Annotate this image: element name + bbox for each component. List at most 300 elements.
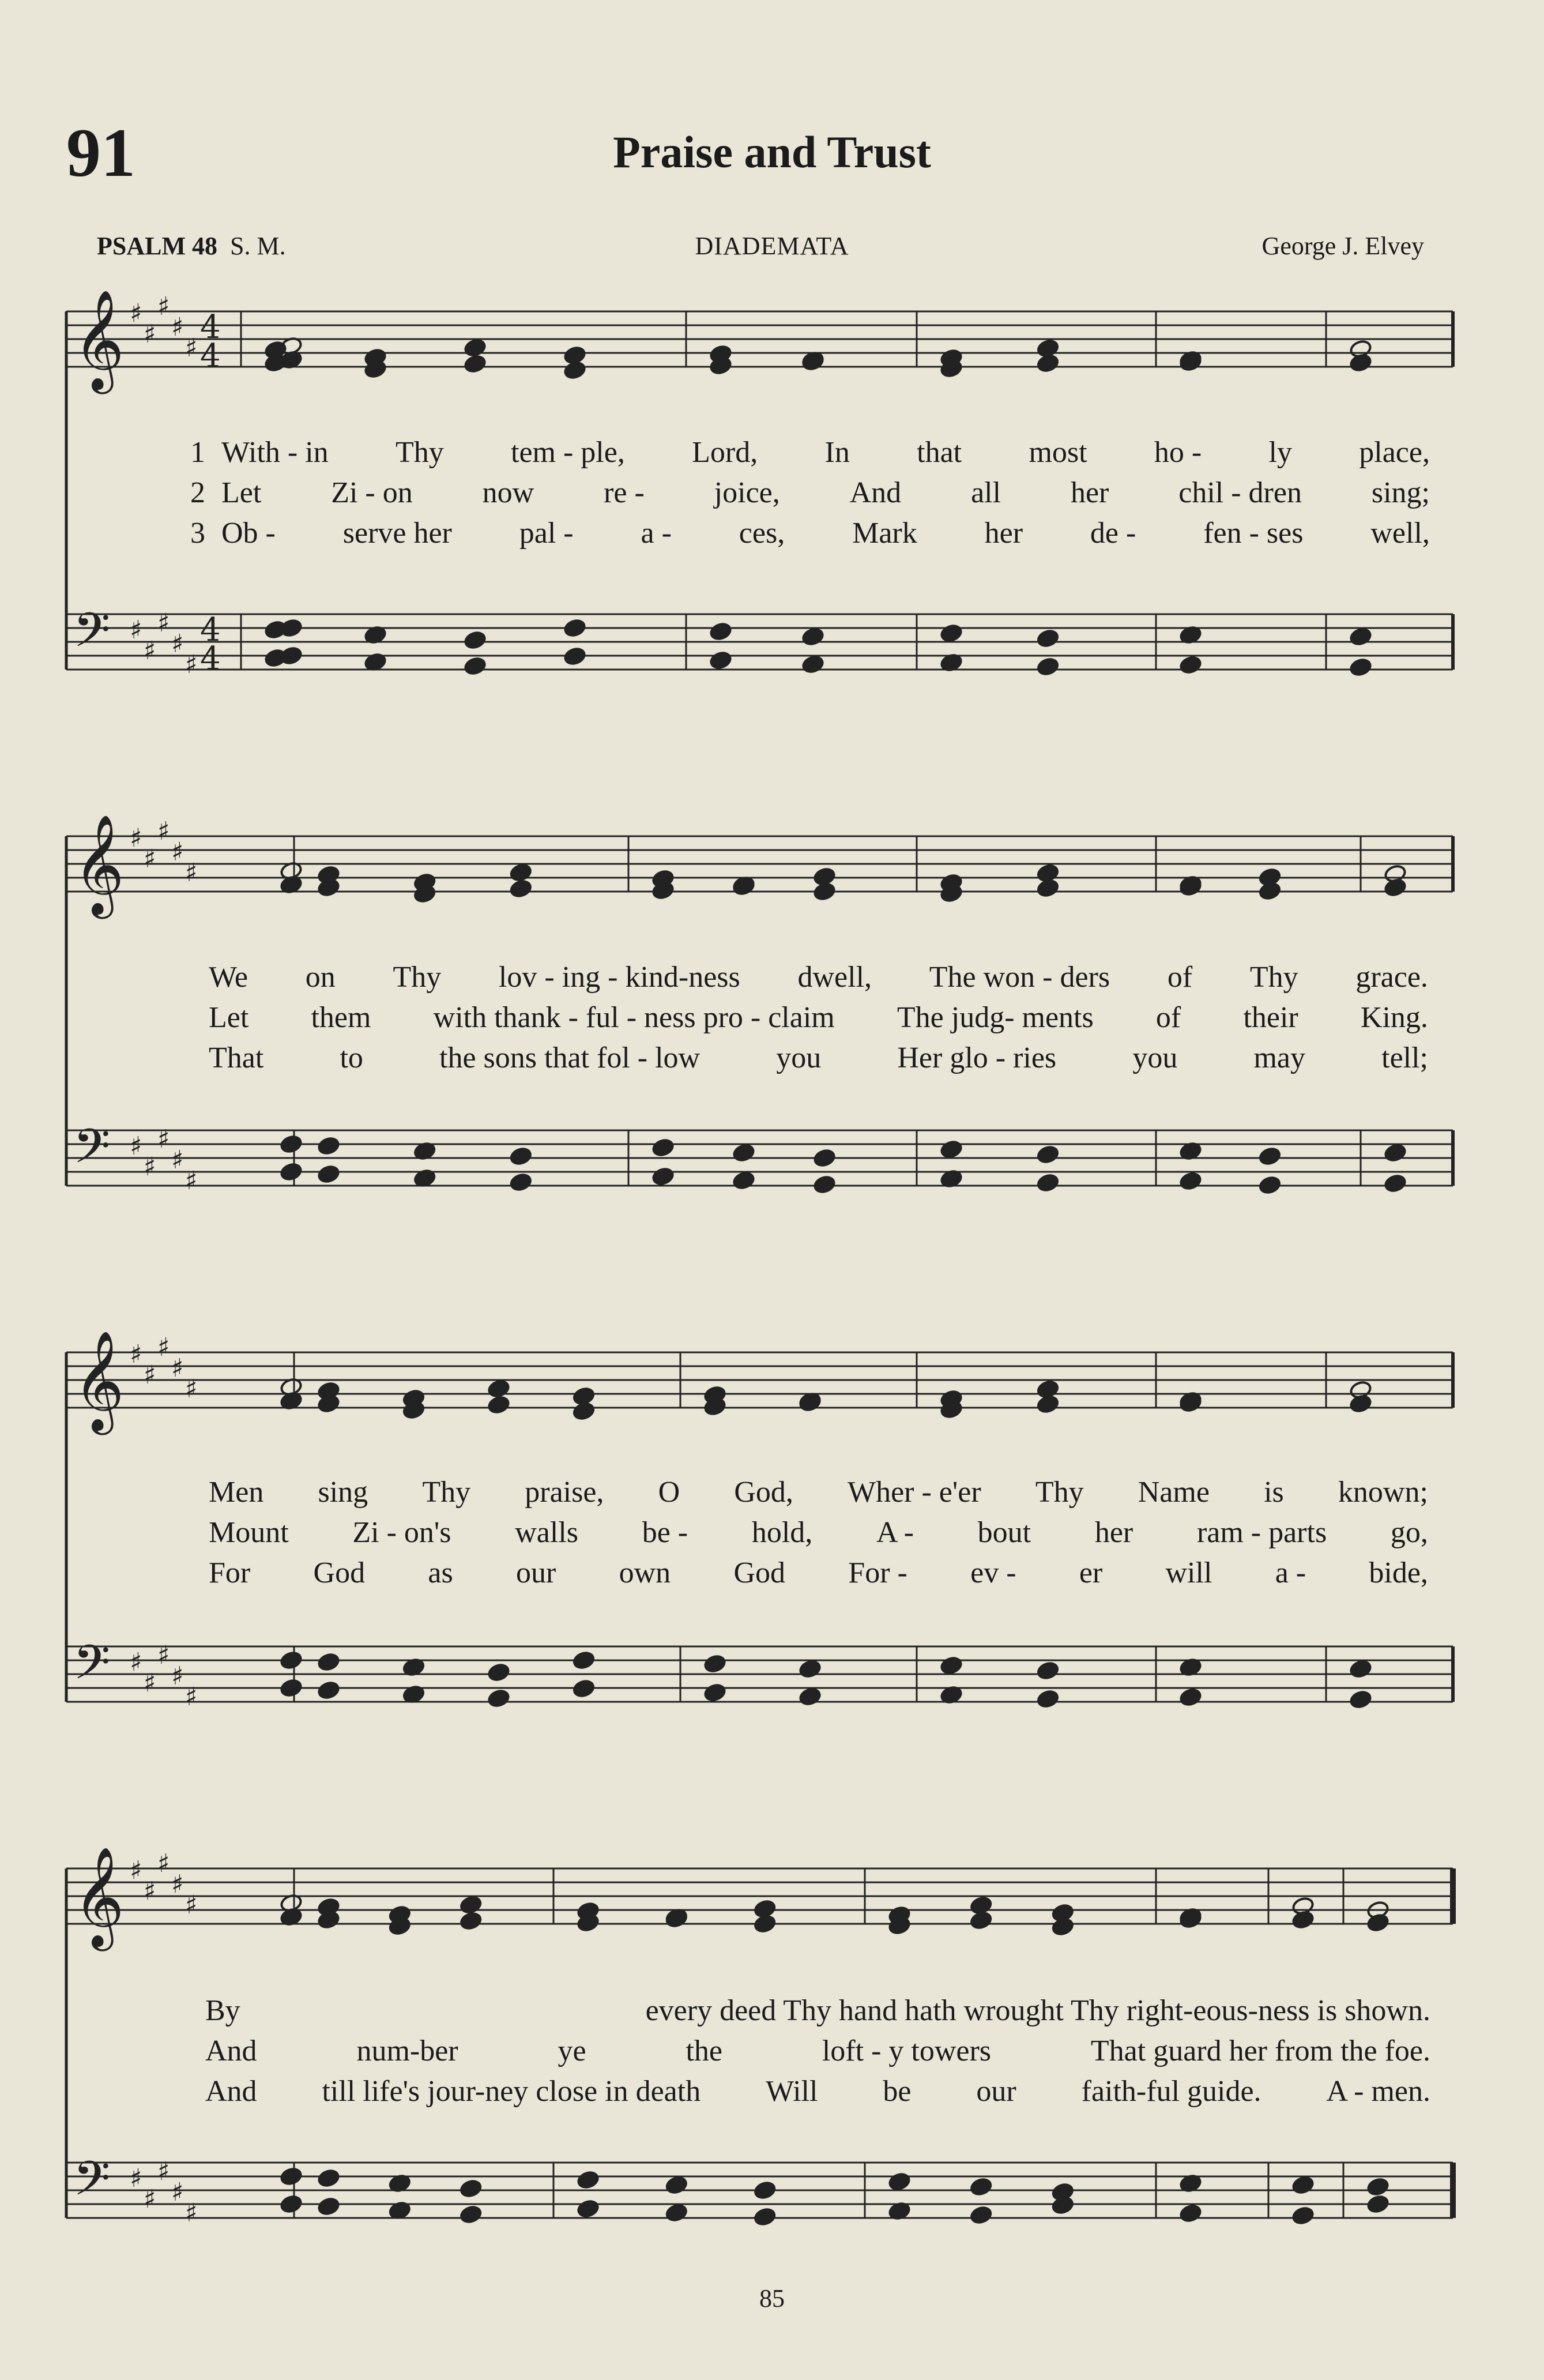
note-head bbox=[801, 627, 824, 646]
lyric-syllable: For bbox=[209, 1556, 251, 1589]
lyric-syllable: A - bbox=[876, 1516, 914, 1549]
note-head bbox=[801, 655, 824, 674]
note-head bbox=[280, 1134, 303, 1154]
sharp-icon: ♯ bbox=[130, 1648, 142, 1677]
sharp-icon: ♯ bbox=[171, 1353, 184, 1383]
lyric-syllable: er bbox=[1079, 1556, 1103, 1589]
time-signature: 4 bbox=[200, 640, 221, 678]
lyric-syllable: a - bbox=[641, 517, 672, 550]
note-head bbox=[280, 875, 303, 894]
lyric-syllable: the bbox=[686, 2035, 722, 2067]
treble-clef-icon: 𝄞 bbox=[73, 289, 125, 390]
note-head bbox=[509, 863, 532, 882]
note-head bbox=[280, 1377, 303, 1397]
sharp-icon: ♯ bbox=[144, 1152, 156, 1182]
note-head bbox=[652, 869, 675, 889]
lyric-syllable: ho - bbox=[1154, 436, 1202, 469]
note-head bbox=[754, 1899, 777, 1919]
note-head bbox=[1051, 2195, 1074, 2215]
note-head bbox=[754, 2180, 777, 2200]
sharp-icon: ♯ bbox=[185, 333, 198, 363]
note-head bbox=[940, 623, 963, 643]
lyric-syllable: loft - y towers bbox=[822, 2035, 992, 2067]
lyric-syllable: Her glo - ries bbox=[897, 1042, 1057, 1074]
sharp-icon: ♯ bbox=[171, 313, 184, 342]
lyric-syllable: Wher - e'er bbox=[848, 1476, 981, 1509]
note-head bbox=[1349, 353, 1372, 373]
lyric-syllable: her bbox=[984, 517, 1023, 550]
note-head bbox=[1179, 1391, 1202, 1411]
note-head bbox=[1036, 878, 1059, 898]
lyric-syllable: bout bbox=[977, 1516, 1031, 1549]
note-head bbox=[799, 1392, 822, 1411]
note-head bbox=[1349, 1659, 1372, 1679]
lyric-syllable: lov - ing - kind-ness bbox=[498, 961, 740, 994]
lyric-syllable: their bbox=[1243, 1001, 1298, 1034]
lyric-syllable: Mount bbox=[209, 1516, 289, 1549]
note-head bbox=[487, 1395, 510, 1415]
note-head bbox=[402, 1657, 425, 1677]
note-head bbox=[1384, 1174, 1407, 1193]
note-head bbox=[732, 877, 755, 896]
lyric-syllable: For - bbox=[848, 1556, 907, 1589]
lyric-syllable: ly bbox=[1268, 436, 1292, 469]
sharp-icon: ♯ bbox=[130, 615, 142, 645]
sharp-icon: ♯ bbox=[144, 1877, 156, 1906]
meter-source: PSALM 48 bbox=[97, 232, 217, 260]
lyric-syllable: Let bbox=[209, 1001, 249, 1034]
note-head bbox=[665, 2203, 688, 2223]
lyric-syllable: Thy bbox=[395, 436, 444, 469]
note-head bbox=[460, 2179, 483, 2198]
bass-clef-icon: 𝄢 bbox=[73, 2150, 111, 2218]
note-head bbox=[732, 875, 755, 895]
sharp-icon: ♯ bbox=[130, 1856, 142, 1885]
note-head bbox=[280, 2194, 303, 2214]
lyric-syllable: We bbox=[209, 961, 248, 994]
note-head bbox=[1179, 1657, 1202, 1677]
lyric-syllable: be bbox=[883, 2075, 912, 2108]
lyric-syllable: serve her bbox=[342, 517, 452, 550]
sharp-icon: ♯ bbox=[185, 1682, 198, 1712]
lyric-syllable: O bbox=[658, 1476, 680, 1509]
lyric-syllable: is bbox=[1264, 1476, 1284, 1509]
note-head bbox=[280, 646, 303, 666]
lyric-syllable: her bbox=[1094, 1516, 1133, 1549]
bass-clef-icon: 𝄢 bbox=[73, 1118, 111, 1186]
note-head bbox=[364, 348, 387, 367]
note-head bbox=[280, 336, 303, 356]
verse-number: 2 bbox=[190, 476, 205, 509]
sharp-icon: ♯ bbox=[171, 837, 184, 867]
lyric-syllable: sing bbox=[318, 1476, 368, 1509]
note-head bbox=[703, 1385, 726, 1405]
lyric-syllable: chil - dren bbox=[1178, 476, 1302, 509]
lyric-syllable: the sons that fol - low bbox=[439, 1042, 701, 1074]
note-head bbox=[940, 653, 963, 672]
note-head bbox=[280, 1391, 303, 1411]
note-head bbox=[460, 1895, 483, 1915]
lyric-line bbox=[209, 1472, 1428, 1513]
note-head bbox=[970, 1896, 993, 1915]
bass-clef-icon: 𝄢 bbox=[73, 1634, 111, 1702]
note-head bbox=[264, 620, 287, 640]
note-head bbox=[1366, 1900, 1389, 1920]
lyrics-system-1 bbox=[190, 433, 1430, 554]
note-head bbox=[280, 350, 303, 370]
note-head bbox=[317, 878, 340, 897]
lyric-syllable: with thank - ful - ness pro - claim bbox=[433, 1001, 835, 1034]
note-head bbox=[940, 359, 963, 378]
lyric-syllable: That bbox=[209, 1042, 264, 1074]
note-head bbox=[577, 2199, 600, 2219]
note-head bbox=[280, 2167, 303, 2186]
note-head bbox=[317, 2197, 340, 2216]
note-head bbox=[460, 2205, 483, 2224]
note-head bbox=[1349, 339, 1372, 359]
note-head bbox=[1366, 1913, 1389, 1932]
note-head bbox=[1179, 625, 1202, 645]
note-head bbox=[1179, 1909, 1202, 1929]
time-signature: 4 bbox=[200, 337, 221, 375]
lyric-syllable: ram - parts bbox=[1196, 1516, 1327, 1549]
note-head bbox=[317, 1394, 340, 1413]
note-head bbox=[703, 1654, 726, 1674]
note-head bbox=[799, 1687, 822, 1706]
lyric-syllable: may bbox=[1253, 1042, 1305, 1074]
sharp-icon: ♯ bbox=[171, 1145, 184, 1175]
note-head bbox=[1179, 875, 1202, 894]
sharp-icon: ♯ bbox=[130, 824, 142, 853]
lyric-syllable: Name bbox=[1138, 1476, 1210, 1509]
sharp-icon: ♯ bbox=[144, 636, 156, 666]
note-head bbox=[1384, 864, 1407, 883]
note-head bbox=[665, 1909, 688, 1928]
meter: S. M. bbox=[230, 232, 286, 260]
note-head bbox=[940, 1400, 963, 1419]
note-head bbox=[1179, 2204, 1202, 2223]
note-head bbox=[1179, 1687, 1202, 1707]
lyric-syllable: re - bbox=[604, 476, 645, 509]
lyric-syllable: de - bbox=[1090, 517, 1136, 550]
note-head bbox=[1349, 1380, 1372, 1400]
note-head bbox=[1179, 655, 1202, 675]
lyric-line bbox=[190, 473, 1430, 513]
note-head bbox=[1036, 1379, 1059, 1399]
note-head bbox=[1179, 2174, 1202, 2193]
lyric-syllable: Zi - on's bbox=[352, 1516, 451, 1549]
verse-number: 3 bbox=[190, 517, 205, 550]
sharp-icon: ♯ bbox=[157, 608, 170, 638]
note-head bbox=[577, 1913, 600, 1932]
note-head bbox=[940, 1685, 963, 1705]
note-head bbox=[388, 2201, 411, 2220]
note-head bbox=[487, 1379, 510, 1398]
lyric-syllable: And bbox=[849, 476, 902, 509]
composer: George J. Elvey bbox=[1261, 232, 1424, 260]
note-head bbox=[577, 2170, 600, 2190]
lyric-syllable: That guard her from the foe. bbox=[1090, 2035, 1430, 2067]
lyrics-system-3 bbox=[209, 1472, 1428, 1593]
sharp-icon: ♯ bbox=[144, 2185, 156, 2214]
lyric-syllable: The judg- ments bbox=[897, 1001, 1094, 1034]
lyric-syllable: now bbox=[482, 476, 534, 509]
lyric-syllable: on bbox=[305, 961, 336, 994]
lyric-syllable: ces, bbox=[739, 517, 785, 550]
note-head bbox=[464, 656, 487, 676]
note-head bbox=[1051, 2182, 1074, 2202]
lyric-syllable: King. bbox=[1360, 1001, 1428, 1034]
note-head bbox=[801, 351, 824, 370]
sharp-icon: ♯ bbox=[185, 1166, 198, 1195]
lyric-syllable: praise, bbox=[525, 1476, 604, 1509]
note-head bbox=[813, 867, 836, 886]
treble-clef-icon: 𝄞 bbox=[73, 1330, 125, 1431]
lyric-syllable: them bbox=[311, 1001, 371, 1034]
note-head bbox=[1179, 352, 1202, 372]
note-head bbox=[264, 353, 287, 373]
lyric-syllable: Men bbox=[209, 1476, 264, 1509]
note-head bbox=[413, 1168, 436, 1188]
note-head bbox=[572, 1679, 595, 1698]
lyric-syllable: known; bbox=[1338, 1476, 1428, 1509]
lyric-syllable: place, bbox=[1359, 436, 1430, 469]
note-head bbox=[940, 1169, 963, 1189]
note-head bbox=[888, 2201, 911, 2221]
note-head bbox=[317, 1652, 340, 1672]
note-head bbox=[1051, 1917, 1074, 1937]
note-head bbox=[1291, 1910, 1315, 1930]
bass-clef-icon: 𝄢 bbox=[73, 602, 111, 670]
note-head bbox=[970, 2177, 993, 2197]
note-head bbox=[563, 345, 586, 365]
sharp-icon: ♯ bbox=[157, 292, 170, 321]
note-head bbox=[317, 865, 340, 885]
lyric-syllable: And bbox=[205, 2075, 257, 2108]
lyric-syllable: will bbox=[1165, 1556, 1212, 1589]
sharp-icon: ♯ bbox=[157, 1641, 170, 1670]
note-head bbox=[801, 352, 824, 371]
lyric-syllable: you bbox=[776, 1042, 822, 1074]
note-head bbox=[652, 1167, 675, 1186]
lyric-line bbox=[209, 1553, 1428, 1593]
note-head bbox=[813, 882, 836, 901]
note-head bbox=[754, 2207, 777, 2227]
lyric-syllable: num-ber bbox=[356, 2035, 458, 2067]
lyric-syllable: Zi - on bbox=[331, 476, 413, 509]
lyric-syllable: her bbox=[1070, 476, 1109, 509]
lyric-syllable: tell; bbox=[1381, 1042, 1428, 1074]
note-head bbox=[754, 1914, 777, 1934]
lyric-syllable: go, bbox=[1390, 1516, 1428, 1549]
note-head bbox=[487, 1663, 510, 1682]
lyrics-system-2 bbox=[209, 957, 1428, 1078]
lyric-syllable: our bbox=[515, 1556, 556, 1589]
note-head bbox=[1349, 1690, 1372, 1709]
note-head bbox=[572, 1650, 595, 1670]
note-head bbox=[732, 1143, 755, 1163]
time-signature: 4 bbox=[200, 309, 221, 346]
note-head bbox=[388, 1916, 411, 1936]
lyric-syllable: dwell, bbox=[797, 961, 872, 994]
note-head bbox=[1179, 1171, 1202, 1191]
note-head bbox=[970, 2205, 993, 2225]
note-head bbox=[970, 1911, 993, 1930]
note-head bbox=[703, 1397, 726, 1416]
note-head bbox=[280, 1162, 303, 1182]
lyric-syllable: Thy bbox=[1249, 961, 1298, 994]
lyric-syllable: And bbox=[205, 2035, 257, 2067]
verse-start bbox=[190, 433, 329, 473]
note-head bbox=[364, 625, 387, 645]
sharp-icon: ♯ bbox=[130, 299, 142, 328]
note-head bbox=[280, 1907, 303, 1927]
lyric-syllable: tem - ple, bbox=[511, 436, 625, 469]
note-head bbox=[799, 1393, 822, 1412]
lyric-syllable: ye bbox=[558, 2035, 586, 2067]
note-head bbox=[317, 2168, 340, 2188]
note-head bbox=[1036, 1661, 1059, 1680]
note-head bbox=[1291, 2175, 1315, 2195]
lyric-syllable: joice, bbox=[714, 476, 780, 509]
verse-start bbox=[190, 473, 261, 513]
lyric-syllable: own bbox=[619, 1556, 671, 1589]
note-head bbox=[1179, 350, 1202, 370]
note-head bbox=[509, 1146, 532, 1166]
sharp-icon: ♯ bbox=[171, 1870, 184, 1899]
lyric-syllable: faith-ful guide. bbox=[1081, 2075, 1261, 2108]
note-head bbox=[317, 1136, 340, 1156]
lyric-syllable: of bbox=[1167, 961, 1193, 994]
lyric-syllable: Thy bbox=[422, 1476, 471, 1509]
sharp-icon: ♯ bbox=[171, 2178, 184, 2207]
lyric-syllable: bide, bbox=[1369, 1556, 1428, 1589]
lyric-syllable: fen - ses bbox=[1203, 517, 1304, 550]
note-head bbox=[709, 344, 732, 364]
lyric-syllable: every deed Thy hand hath wrought Thy right-eous-ness is shown. bbox=[645, 1994, 1430, 2027]
sharp-icon: ♯ bbox=[157, 1125, 170, 1154]
note-head bbox=[665, 2175, 688, 2195]
lyric-line bbox=[205, 2031, 1430, 2071]
note-head bbox=[709, 622, 732, 641]
note-head bbox=[1258, 1175, 1281, 1195]
note-head bbox=[732, 1171, 755, 1190]
note-head bbox=[402, 1400, 425, 1420]
note-head bbox=[1179, 1141, 1202, 1161]
note-head bbox=[280, 618, 303, 638]
sharp-icon: ♯ bbox=[185, 2198, 198, 2228]
note-head bbox=[1036, 354, 1059, 373]
note-head bbox=[487, 1689, 510, 1708]
note-head bbox=[1036, 1689, 1059, 1709]
note-head bbox=[1291, 1896, 1315, 1916]
note-head bbox=[388, 1905, 411, 1924]
note-head bbox=[940, 1389, 963, 1409]
note-head bbox=[464, 630, 487, 650]
lyric-line bbox=[209, 998, 1428, 1038]
note-head bbox=[940, 348, 963, 368]
note-head bbox=[652, 881, 675, 900]
lyric-syllable: sing; bbox=[1371, 476, 1430, 509]
lyric-syllable: grace. bbox=[1355, 961, 1428, 994]
sharp-icon: ♯ bbox=[157, 817, 170, 846]
lyric-syllable: all bbox=[971, 476, 1001, 509]
sharp-icon: ♯ bbox=[144, 1360, 156, 1390]
sharp-icon: ♯ bbox=[171, 1661, 184, 1691]
note-head bbox=[888, 1905, 911, 1925]
lyric-syllable: well, bbox=[1370, 517, 1430, 550]
note-head bbox=[317, 1910, 340, 1930]
note-head bbox=[813, 1148, 836, 1168]
note-head bbox=[1258, 881, 1281, 901]
note-head bbox=[364, 652, 387, 672]
note-head bbox=[709, 651, 732, 670]
note-head bbox=[940, 1140, 963, 1159]
lyric-syllable: Lord, bbox=[692, 436, 758, 469]
sharp-icon: ♯ bbox=[185, 858, 198, 888]
lyric-syllable: as bbox=[428, 1556, 453, 1589]
sharp-icon: ♯ bbox=[157, 2157, 170, 2186]
note-head bbox=[509, 879, 532, 898]
lyric-syllable: God bbox=[733, 1556, 785, 1589]
lyric-syllable: God, bbox=[734, 1476, 793, 1509]
lyric-syllable: hold, bbox=[751, 1516, 813, 1549]
note-head bbox=[563, 646, 586, 666]
sharp-icon: ♯ bbox=[144, 319, 156, 349]
page-number: 85 bbox=[759, 2284, 785, 2313]
note-head bbox=[1036, 657, 1059, 676]
note-head bbox=[665, 1908, 688, 1927]
note-head bbox=[1384, 878, 1407, 897]
note-head bbox=[464, 338, 487, 358]
hymn-number: 91 bbox=[66, 114, 135, 191]
note-head bbox=[317, 1897, 340, 1917]
note-head bbox=[940, 883, 963, 903]
lyric-syllable: that bbox=[917, 436, 962, 469]
note-head bbox=[1349, 627, 1372, 646]
lyric-syllable: Thy bbox=[393, 961, 442, 994]
lyric-syllable: Mark bbox=[852, 517, 917, 550]
verse-number: 1 bbox=[190, 436, 205, 469]
lyric-syllable: With - in bbox=[221, 436, 329, 469]
lyric-syllable: to bbox=[340, 1042, 363, 1074]
note-head bbox=[264, 648, 287, 668]
note-head bbox=[413, 884, 436, 904]
note-head bbox=[388, 2174, 411, 2193]
note-head bbox=[280, 1678, 303, 1698]
note-head bbox=[1179, 1907, 1202, 1927]
note-head bbox=[402, 1685, 425, 1704]
verse-start bbox=[190, 513, 276, 554]
lyric-line bbox=[209, 1513, 1428, 1553]
sharp-icon: ♯ bbox=[157, 1849, 170, 1878]
note-head bbox=[364, 359, 387, 379]
sharp-icon: ♯ bbox=[130, 2164, 142, 2193]
lyric-syllable: our bbox=[976, 2075, 1016, 2108]
note-head bbox=[1366, 2194, 1389, 2214]
tune-name: DIADEMATA bbox=[695, 232, 849, 260]
lyric-syllable: Thy bbox=[1035, 1476, 1084, 1509]
sharp-icon: ♯ bbox=[130, 1131, 142, 1161]
lyric-syllable: walls bbox=[515, 1516, 578, 1549]
note-head bbox=[1349, 657, 1372, 677]
hymn-title: Praise and Trust bbox=[613, 127, 931, 177]
note-head bbox=[317, 1164, 340, 1184]
note-head bbox=[813, 1175, 836, 1194]
note-head bbox=[577, 1901, 600, 1921]
lyric-syllable: By bbox=[205, 1994, 240, 2027]
lyrics-system-4 bbox=[205, 1991, 1430, 2112]
